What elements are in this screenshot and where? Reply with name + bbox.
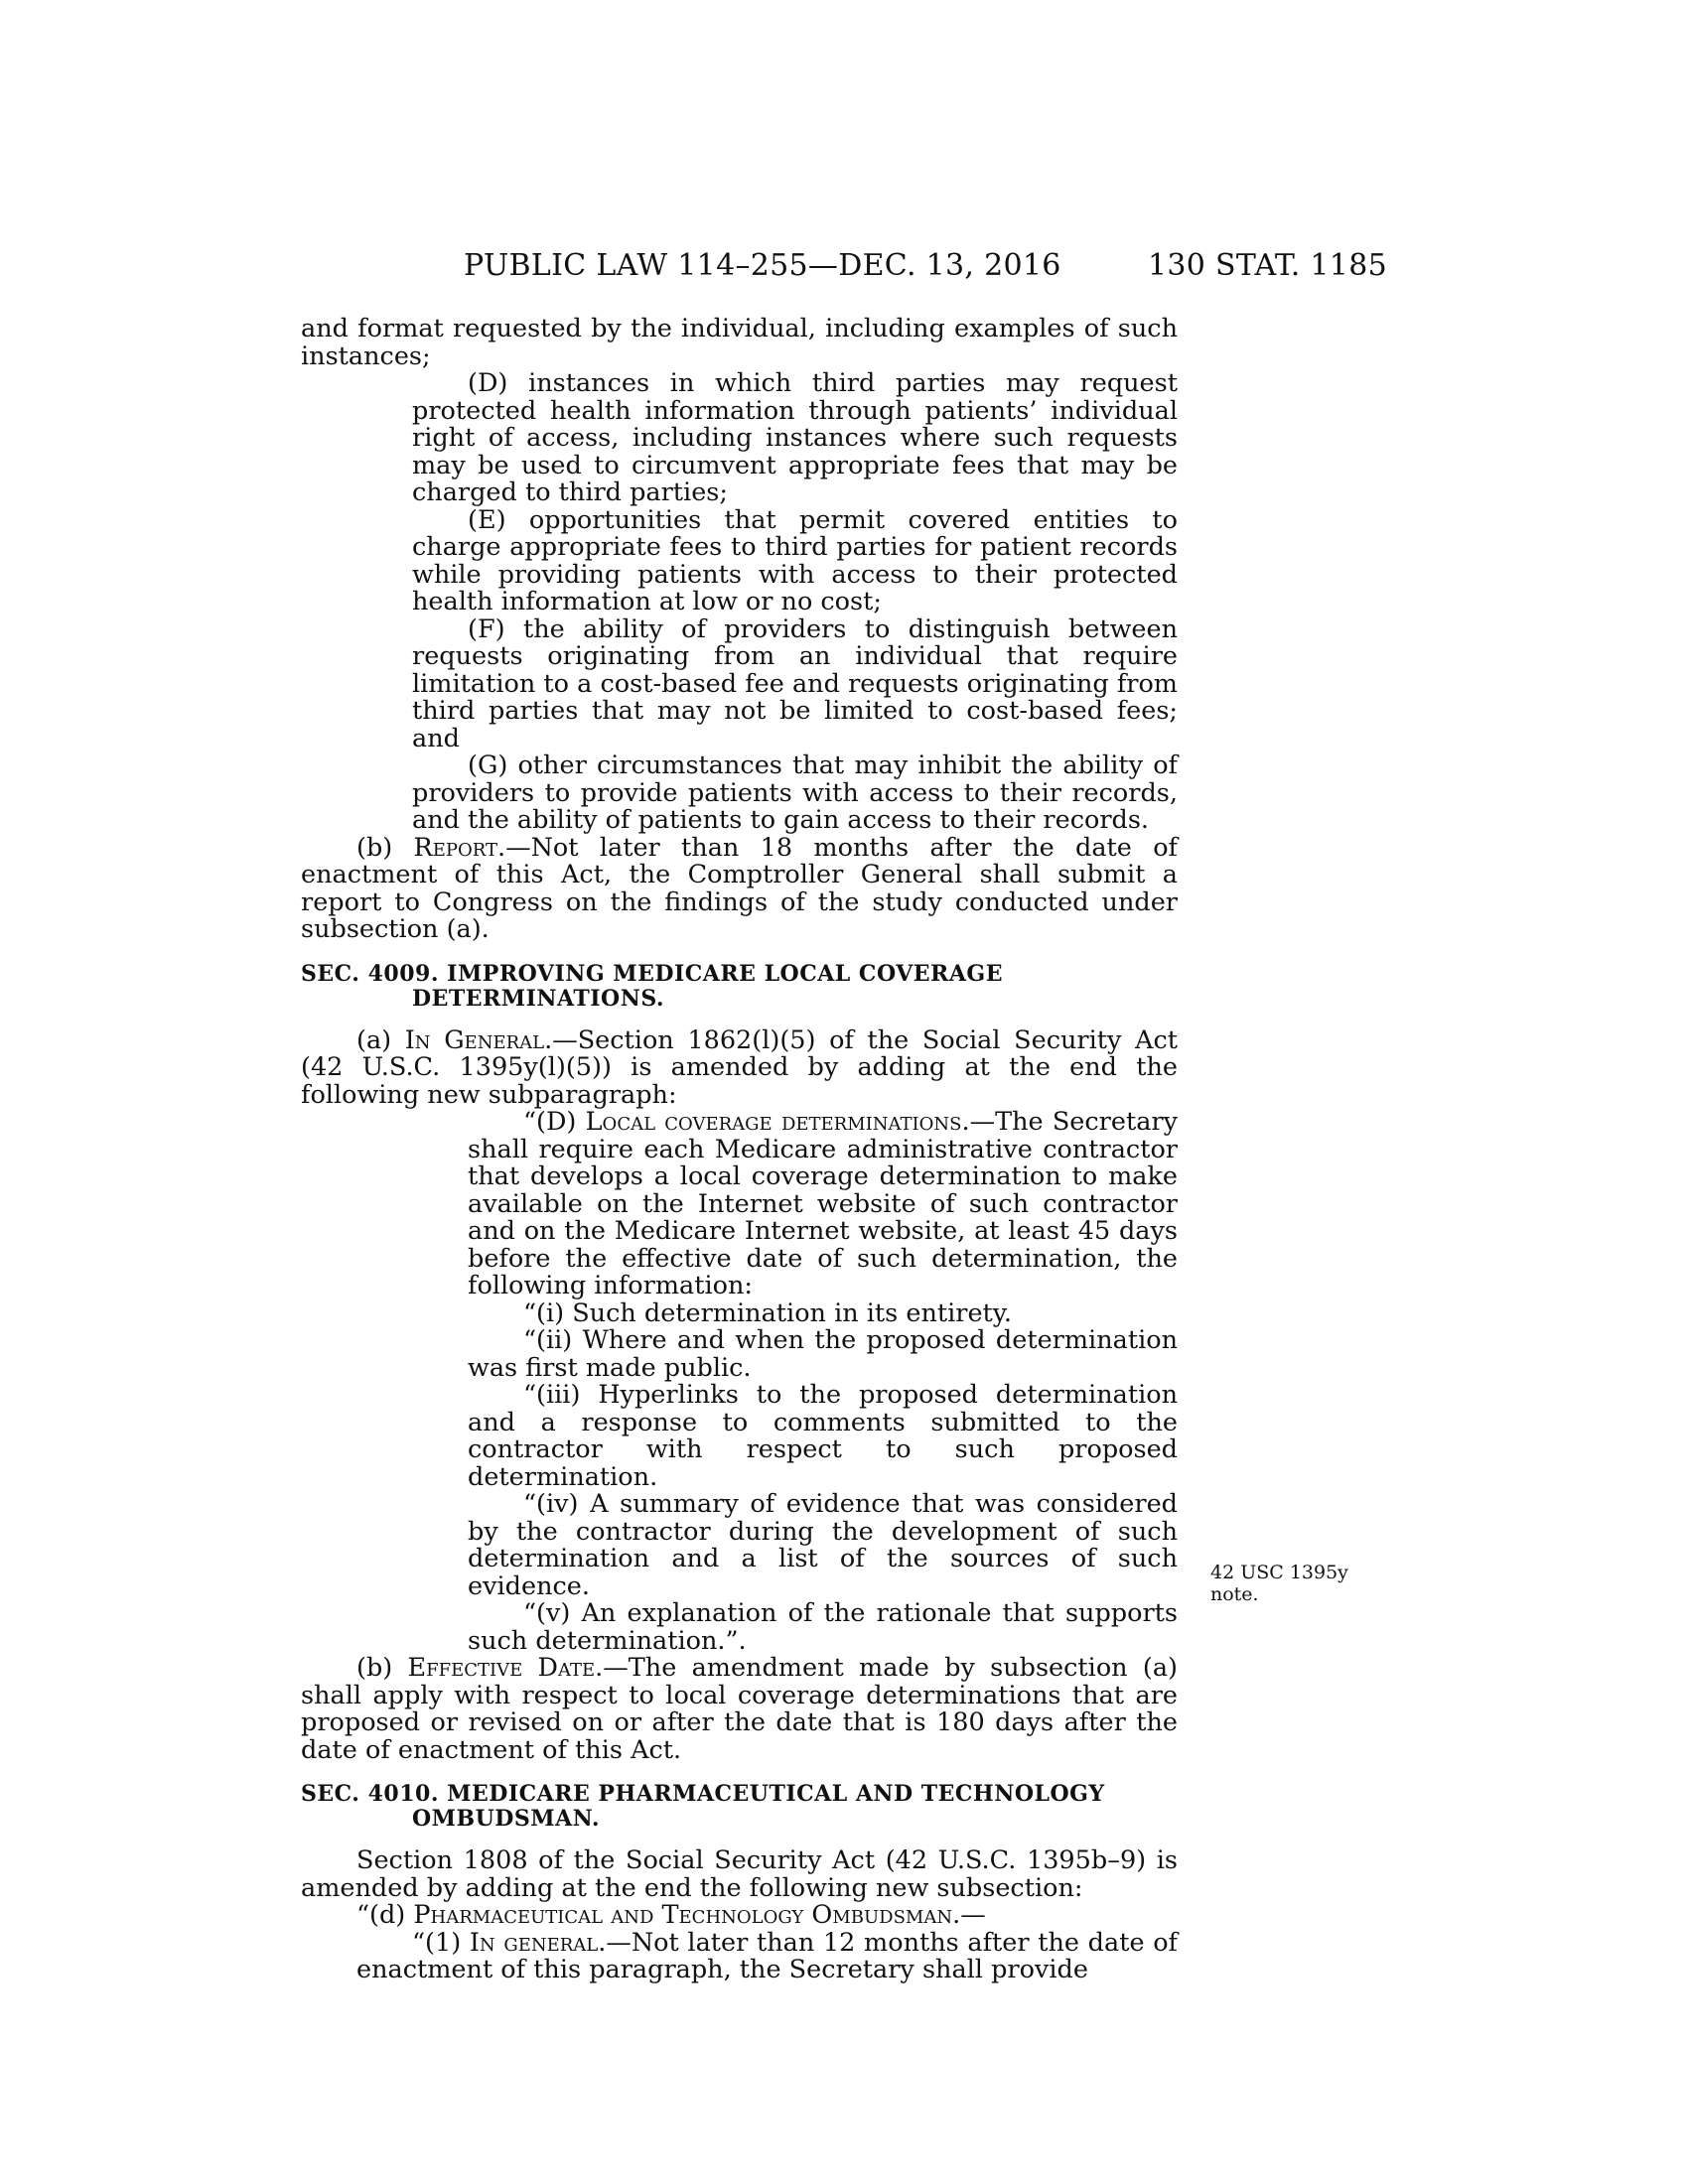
sec-4009-subsection-a: (a) In General.—Section 1862(l)(5) of the Social Security Act (42 U.S.C. 1395y(l)(5)) is amended by adding at the end the following new subparagraph: xyxy=(301,1024,1178,1110)
report-subsection: (b) Report.—Not later than 18 months after the date of enactment of this Act, the Comptroller General shall submit a report to Congress on the findings of the study conducted under subsection (a). xyxy=(301,832,1178,944)
subparagraph-d-block xyxy=(301,1109,1178,1300)
item-f: (F) the ability of providers to distinguish between requests originating from an individual that require limitation to a cost-based fee and requests originating from third parties that may not be limited to cost-based fees; and xyxy=(412,614,1178,753)
effective-date-heading: Effective Date xyxy=(407,1653,596,1683)
clauses-block xyxy=(301,1297,1178,1656)
item-e: (E) opportunities that permit covered entities to charge appropriate fees to third parties for patient records while providing patients with access to their protected health information at low or no cost; xyxy=(412,504,1178,616)
margin-note-usc: 42 USC 1395y note. xyxy=(1210,1562,1348,1605)
item-g: (G) other circumstances that may inhibit the ability of providers to provide patients with access to their records, and the ability of patients to gain access to their records. xyxy=(412,751,1178,835)
report-heading: Report xyxy=(413,832,497,863)
paragraph-1: “(1) In general.—Not later than 12 months after the date of enactment of this paragraph, the Secretary shall provide xyxy=(356,1927,1179,1984)
clause-iv: “(iv) A summary of evidence that was considered by the contractor during the development of such determination and a list of the sources of such evidence. xyxy=(468,1489,1178,1601)
text-column xyxy=(301,316,1178,1984)
running-header-title: PUBLIC LAW 114–255—DEC. 13, 2016 xyxy=(464,248,1061,283)
subsection-d-ombudsman: “(d) Pharmaceutical and Technology Ombudsman.— xyxy=(356,1900,986,1930)
sec-4010-intro: Section 1808 of the Social Security Act (42 U.S.C. 1395b–9) is amended by adding at the end the following new subsection: xyxy=(301,1845,1178,1903)
subparagraph-d: “(D) Local coverage determinations.—The Secretary shall require each Medicare administrative contractor that develops a local coverage determination to make available on the Internet website of such contractor and on the Medicare Internet website, at least 45 days before the effective date of such determination, the following information: xyxy=(468,1107,1179,1300)
item-d: (D) instances in which third parties may request protected health information through patients’ individual right of access, including instances where such requests may be used to circumvent appropriate fees that may be charged to third parties; xyxy=(412,368,1178,507)
continued-text: and format requested by the individual, including examples of such instances; xyxy=(301,314,1178,371)
sec-4009-heading: SEC. 4009. IMPROVING MEDICARE LOCAL COVERAGE DETERMINATIONS. xyxy=(301,960,1003,1012)
sec-4009-subsection-b: (b) Effective Date.—The amendment made by subsection (a) shall apply with respect to local coverage determinations that are proposed or revised on or after the date that is 180 days after the date of enactment of this Act. xyxy=(301,1653,1178,1765)
clause-ii: “(ii) Where and when the proposed determination was first made public. xyxy=(468,1325,1178,1383)
in-general-heading: In General xyxy=(404,1024,545,1055)
ombudsman-heading: Pharmaceutical and Technology Ombudsman xyxy=(413,1900,953,1930)
local-coverage-heading: Local coverage determinations xyxy=(585,1107,962,1137)
clause-iii: “(iii) Hyperlinks to the proposed determination and a response to comments submitted to the contractor with respect to such proposed determination. xyxy=(468,1380,1178,1492)
clause-v: “(v) An explanation of the rationale that supports such determination.”. xyxy=(468,1598,1178,1656)
sec-4010-heading: SEC. 4010. MEDICARE PHARMACEUTICAL AND TECHNOLOGY OMBUDSMAN. xyxy=(301,1781,1105,1832)
in-general-heading-2: In general xyxy=(469,1927,599,1958)
page-stat-number: 130 STAT. 1185 xyxy=(1148,248,1387,283)
clause-i: “(i) Such determination in its entirety. xyxy=(523,1297,1012,1328)
